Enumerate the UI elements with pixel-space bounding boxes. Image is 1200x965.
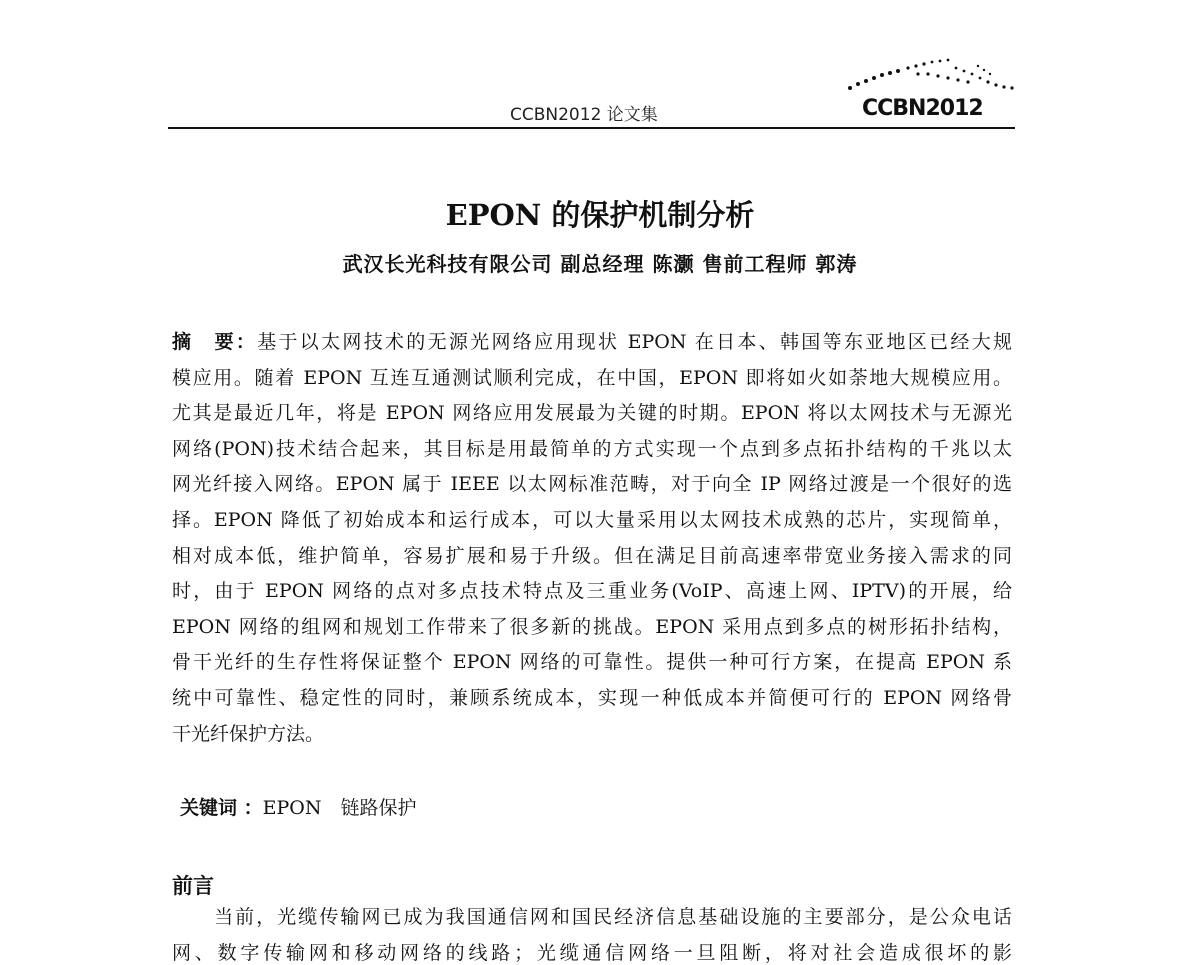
keywords-value: EPON 链路保护: [262, 797, 417, 819]
abstract-line-text: 相对成本低，维护简单，容易扩展和易于升级。但在满足目前高速率带宽业务接入需求的同: [172, 544, 1012, 567]
abstract-line-text: 时，由于 EPON 网络的点对多点技术特点及三重业务(VoIP、高速上网、IPTV)的开展，给: [172, 580, 1012, 603]
abstract-line: [172, 722, 1012, 746]
abstract-line: [172, 579, 1012, 603]
body-line: 网、数字传输网和移动网络的线路；光缆通信网络一旦阻断，将对社会造成很坏的影: [172, 941, 1012, 964]
body-line: 当前，光缆传输网已成为我国通信网和国民经济信息基础设施的主要部分，是公众电话: [172, 906, 1012, 928]
abstract-line-text: 尤其是最近几年，将是 EPON 网络应用发展最为关键的时期。EPON 将以太网技术与无源光: [172, 402, 1012, 425]
abstract-line-text: 干光纤保护方法。: [172, 722, 325, 745]
ccbn-logo-text: CCBN2012: [862, 96, 983, 121]
abstract-line: [172, 508, 1012, 532]
paper-title: EPON 的保护机制分析: [445, 198, 755, 232]
abstract-line: [172, 366, 1012, 390]
abstract-line-text: EPON 网络的组网和规划工作带来了很多新的挑战。EPON 采用点到多点的树形拓扑结构，: [172, 615, 1012, 638]
keywords-label: 关键词 ：: [180, 797, 263, 819]
abstract-line: [172, 401, 1012, 425]
running-header: CCBN2012 论文集: [510, 105, 658, 125]
abstract-line: [172, 472, 1012, 496]
abstract-line-text: 骨干光纤的生存性将保证整个 EPON 网络的可靠性。提供一种可行方案，在提高 EPON 系: [172, 651, 1012, 674]
keywords: [180, 793, 416, 820]
abstract-line-text: 统中可靠性、稳定性的同时，兼顾系统成本，实现一种低成本并简便可行的 EPON 网络骨: [172, 687, 1012, 709]
abstract-line: [172, 544, 1012, 568]
abstract-line: [172, 686, 1012, 710]
abstract-line-text: 择。EPON 降低了初始成本和运行成本，可以大量采用以太网技术成熟的芯片，实现简单，: [172, 509, 1012, 531]
abstract-line-text: 基于以太网技术的无源光网络应用现状 EPON 在日本、韩国等东亚地区已经大规: [257, 331, 1012, 353]
section-heading: 前言: [172, 874, 214, 898]
abstract-line: [172, 330, 1012, 354]
abstract-line-text: 模应用。随着 EPON 互连互通测试顺利完成，在中国，EPON 即将如火如荼地大规模应用。: [172, 366, 1012, 389]
paper-authors: 武汉长光科技有限公司 副总经理 陈灏 售前工程师 郭涛: [342, 252, 858, 276]
abstract-line-text: 网光纤接入网络。EPON 属于 IEEE 以太网标准范畴，对于向全 IP 网络过渡是一个很好的选: [172, 473, 1012, 496]
abstract-line: [172, 437, 1012, 461]
abstract-line-text: 网络(PON)技术结合起来，其目标是用最简单的方式实现一个点到多点拓扑结构的千兆以太: [172, 437, 1012, 460]
header-rule: [168, 127, 1015, 129]
abstract-line: [172, 615, 1012, 639]
abstract-label: 摘 要：: [172, 331, 258, 353]
abstract-line: [172, 650, 1012, 674]
